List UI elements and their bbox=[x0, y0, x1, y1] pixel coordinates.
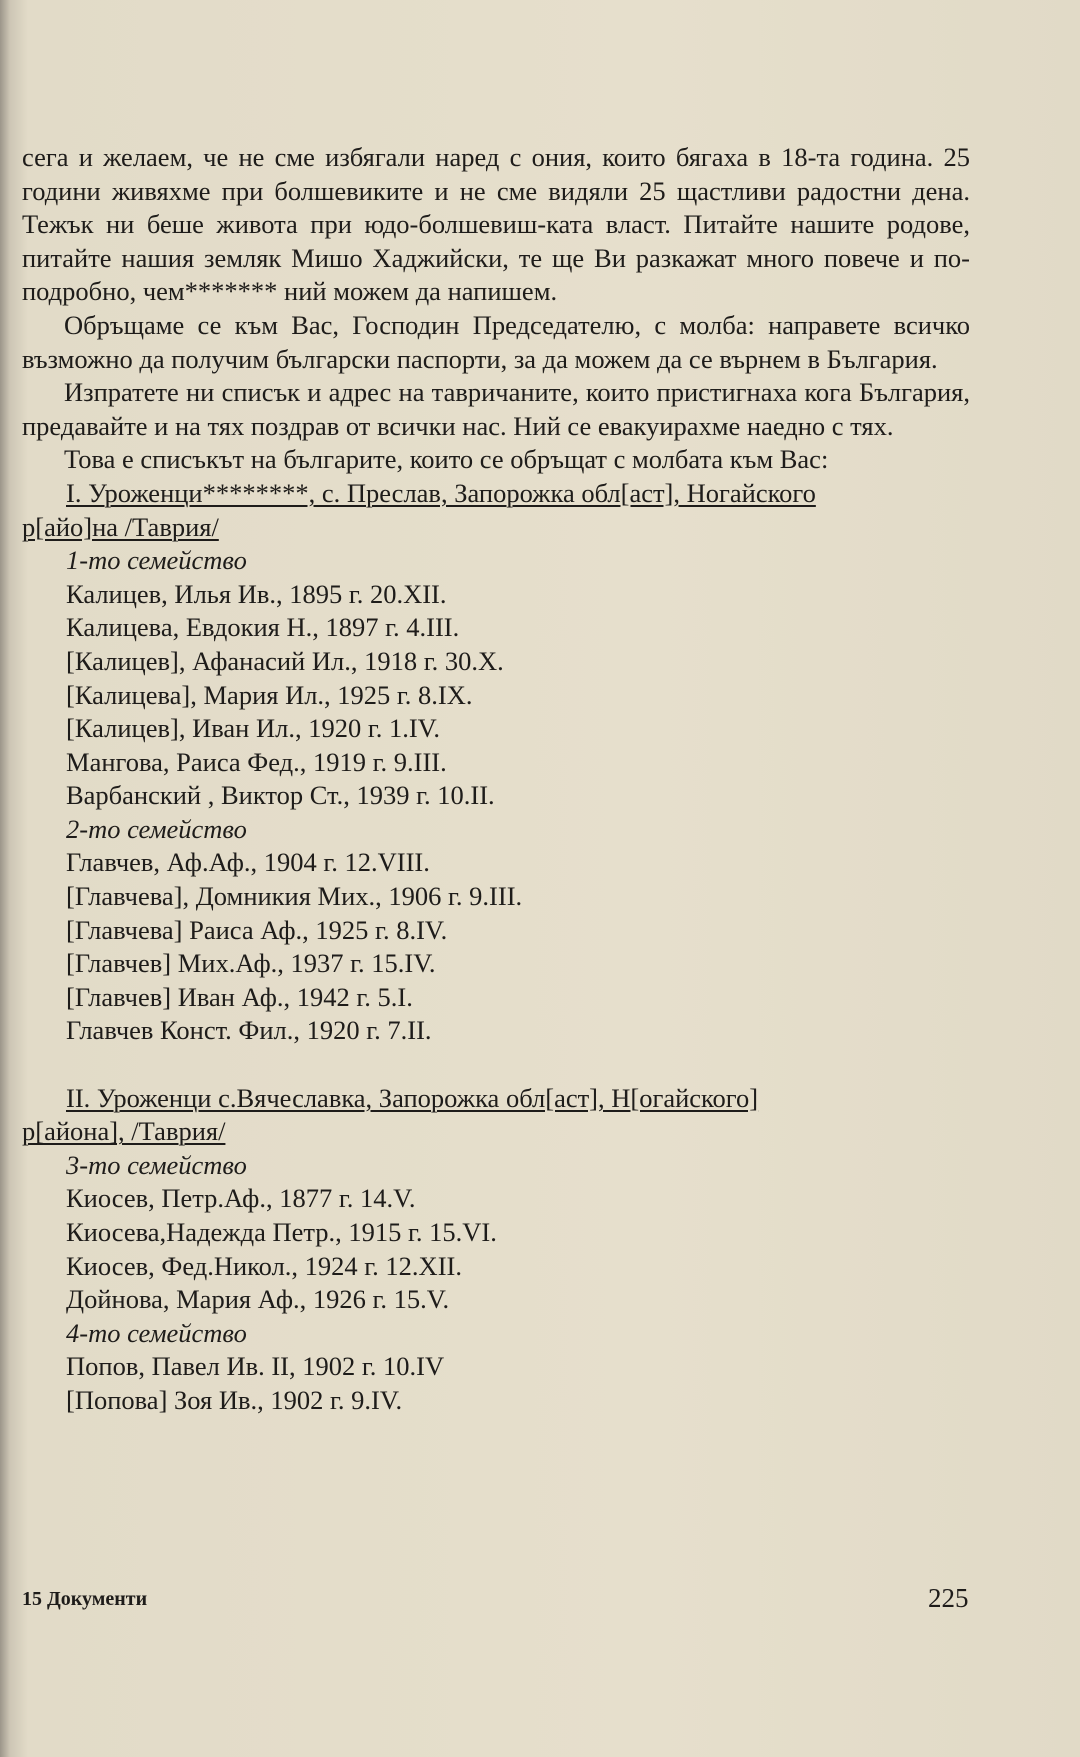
family-title: 1-то семейство bbox=[66, 545, 247, 576]
list-item: Мангова, Раиса Фед., 1919 г. 9.III. bbox=[66, 746, 447, 777]
section-2-heading: II. Уроженци с.Вячеславка, Запорожка обл[аст], Н[огайского] bbox=[66, 1082, 759, 1113]
list-item: [Попова] Зоя Ив., 1902 г. 9.IV. bbox=[66, 1384, 403, 1415]
list-item: [Главчева], Домникия Мих., 1906 г. 9.III. bbox=[66, 881, 523, 912]
page-number: 225 bbox=[928, 1583, 969, 1613]
list-item: [Главчев] Мих.Аф., 1937 г. 15.IV. bbox=[66, 948, 436, 979]
list-item: Главчев Конст. Фил., 1920 г. 7.II. bbox=[66, 1015, 432, 1046]
family-3 bbox=[22, 1149, 970, 1317]
paragraph-3: Изпратете ни списък и адрес на тавричаните, които пристигнаха кога България, предавайте и на тях поздрав от всички нас. Ний се евакуирахме наедно с тях. bbox=[22, 377, 970, 441]
list-item: Главчев, Аф.Аф., 1904 г. 12.VIII. bbox=[66, 847, 430, 878]
list-item: Варбанский , Виктор Ст., 1939 г. 10.II. bbox=[66, 780, 495, 811]
family-title: 2-то семейство bbox=[66, 813, 247, 844]
list-item: Дойнова, Мария Аф., 1926 г. 15.V. bbox=[66, 1284, 450, 1315]
family-1 bbox=[22, 544, 970, 813]
family-title: 3-то семейство bbox=[66, 1149, 247, 1180]
page-text bbox=[22, 141, 970, 1418]
list-item: Калицев, Илья Ив., 1895 г. 20.XII. bbox=[66, 578, 447, 609]
printer-signature: 15 Документи bbox=[22, 1588, 148, 1610]
family-2 bbox=[22, 813, 970, 1048]
list-item: [Калицев], Иван Ил., 1920 г. 1.IV. bbox=[66, 713, 440, 744]
list-item: [Главчев] Иван Аф., 1942 г. 5.I. bbox=[66, 981, 413, 1012]
list-item: Киосева,Надежда Петр., 1915 г. 15.VI. bbox=[66, 1217, 497, 1247]
family-4 bbox=[22, 1317, 970, 1418]
list-item: [Калицев], Афанасий Ил., 1918 г. 30.X. bbox=[66, 645, 504, 676]
paragraph-2: Обръщаме се към Вас, Господин Председателю, с молба: направете всичко възможно да получим български паспорти, за да можем да се върнем в България. bbox=[22, 309, 970, 374]
section-1-heading-cont: р[айо]на /Таврия/ bbox=[22, 511, 219, 542]
section-1-heading: I. Уроженци********, с. Преслав, Запорожка обл[аст], Ногайского bbox=[66, 477, 816, 508]
paragraph-4: Това е списъкът на българите, които се обръщат с молбата към Вас: bbox=[64, 444, 829, 475]
list-item: Киосев, Петр.Аф., 1877 г. 14.V. bbox=[66, 1183, 416, 1214]
list-item: Киосев, Фед.Никол., 1924 г. 12.XII. bbox=[66, 1250, 462, 1281]
list-item: Калицева, Евдокия Н., 1897 г. 4.III. bbox=[66, 612, 460, 643]
paragraph-1: сега и желаем, че не сме избягали наред с ония, които бягаха в 18-та година. 25 години живяхме при болшевиките и не сме видяли 25 щастливи радостни дена. Тежък ни беше живота при юдо-болшевиш-ката власт. Питайте нашите родове, питайте нашия земляк Мишо Хаджийски, те ще Ви разкажат много повече и по-подробно, чем******* ний можем да напишем. bbox=[22, 142, 970, 307]
list-item: Попов, Павел Ив. II, 1902 г. 10.IV bbox=[66, 1351, 445, 1382]
section-2-heading-cont: р[айона], /Таврия/ bbox=[22, 1116, 226, 1147]
family-title: 4-то семейство bbox=[66, 1317, 247, 1348]
list-item: [Главчева] Раиса Аф., 1925 г. 8.IV. bbox=[66, 914, 448, 945]
spacer bbox=[22, 1048, 970, 1082]
list-item: [Калицева], Мария Ил., 1925 г. 8.IX. bbox=[66, 679, 473, 710]
